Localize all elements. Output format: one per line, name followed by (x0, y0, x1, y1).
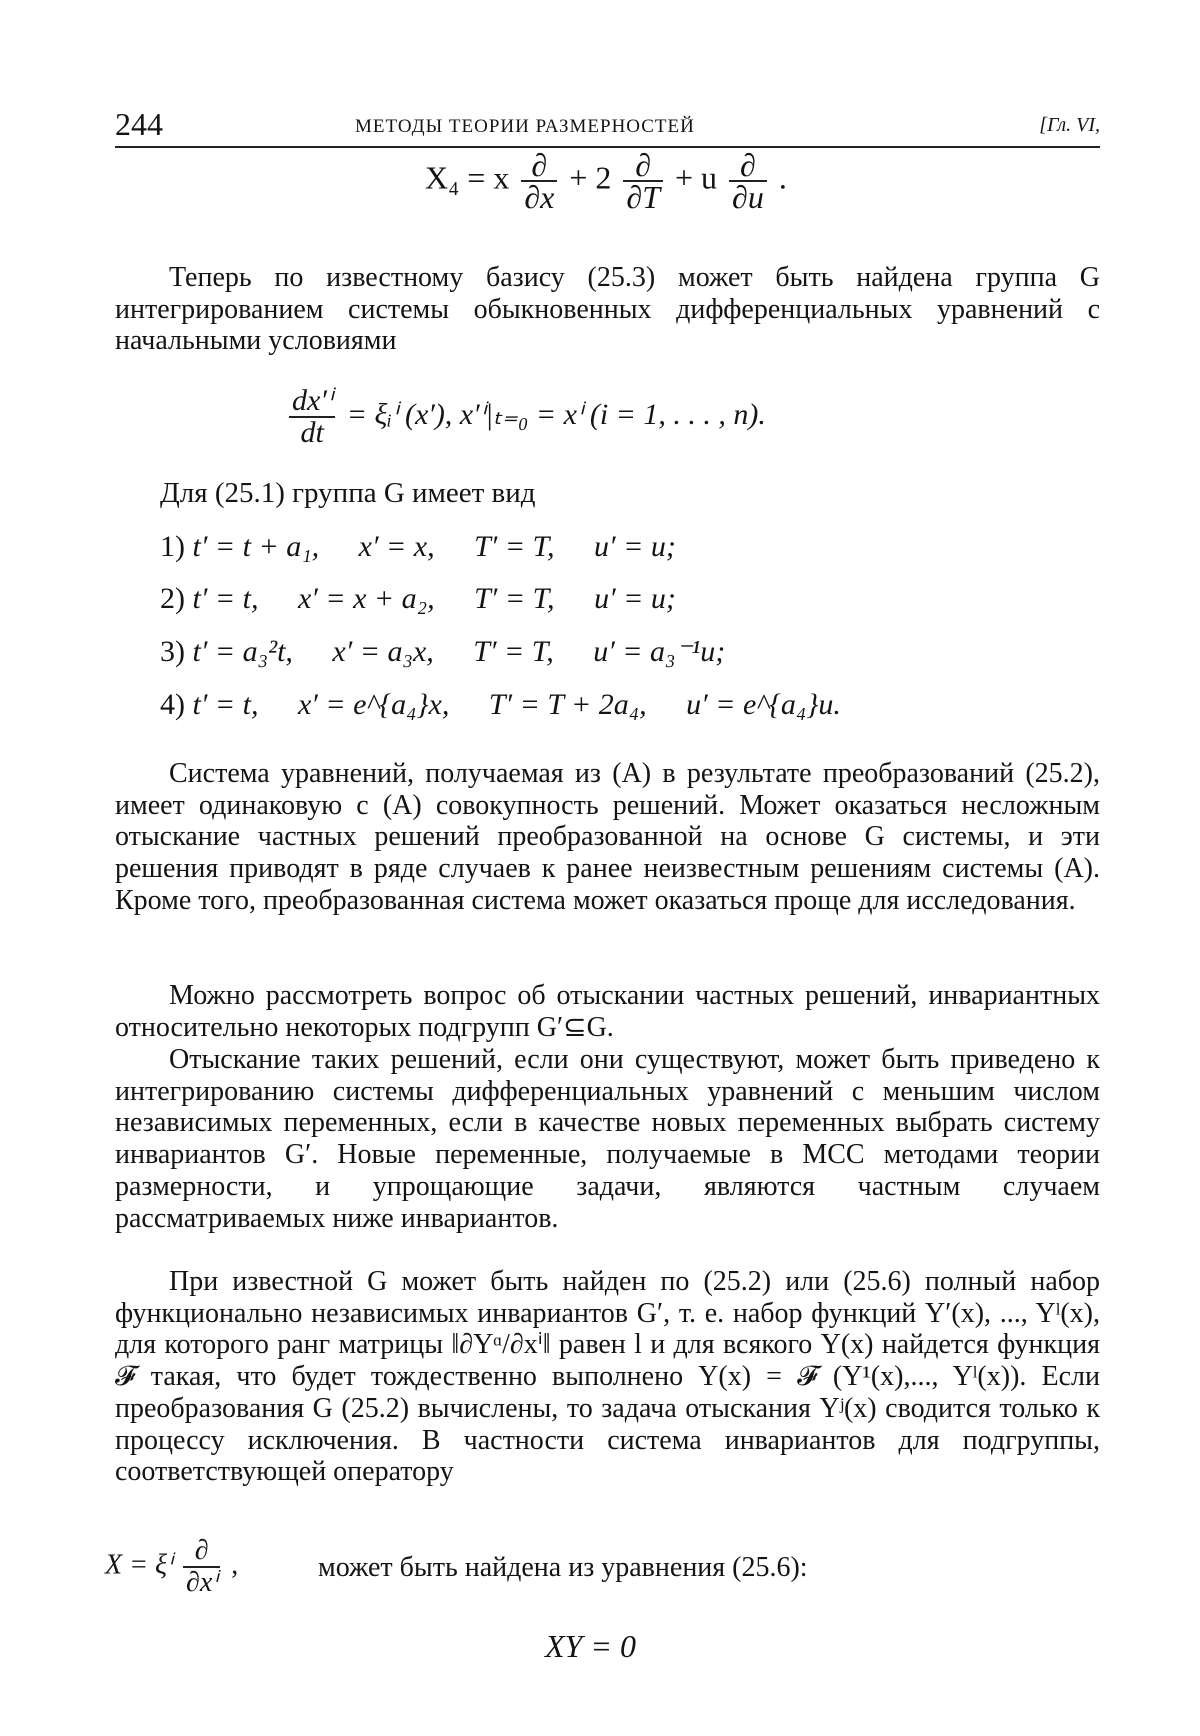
group-item-3 (160, 634, 725, 669)
formula-x4-lhs: X₄ = x (425, 159, 510, 196)
item-number: 2) (160, 582, 185, 615)
group-item-1 (160, 530, 676, 564)
item-eq-u: u′ = e^{a₄}u. (686, 688, 841, 721)
item-number: 1) (160, 530, 185, 563)
fraction-denominator: ∂xⁱ (186, 1567, 218, 1598)
item-eq-t: t′ = t + a₁, (192, 530, 320, 563)
group-item-2 (160, 582, 676, 616)
operator-text (318, 1552, 808, 1584)
running-title: МЕТОДЫ ТЕОРИИ РАЗМЕРНОСТЕЙ (355, 116, 695, 137)
formula-final (545, 1628, 636, 1665)
item-eq-x: x′ = x, (358, 530, 435, 563)
paragraph-basis: Теперь по известному базису (25.3) может быть найдена группа G интегрированием системы обыкновенных дифференциальных уравнений с начальными условиями (115, 262, 1100, 357)
formula-final-content: XY = 0 (545, 1628, 636, 1664)
fraction-denominator: dt (300, 416, 324, 449)
item-number: 3) (160, 635, 185, 668)
item-eq-T: T′ = T, (474, 582, 555, 615)
fraction-denominator: ∂x (524, 179, 555, 215)
item-eq-u: u′ = a₃⁻¹u; (593, 635, 726, 668)
paragraph-subgroups: Можно рассмотреть вопрос об отыскании частных решений, инвариантных относительно некоторых подгрупп G′⊆G. (115, 980, 1100, 1043)
item-eq-t: t′ = t, (192, 582, 259, 615)
formula-ode-system (285, 386, 766, 448)
item-eq-T: T′ = T, (473, 635, 554, 668)
fraction-numerator: dx′ⁱ (289, 386, 335, 418)
item-eq-x: x′ = a₃x, (332, 635, 434, 668)
group-item-4 (160, 688, 841, 722)
item-eq-u: u′ = u; (594, 530, 676, 563)
chapter-reference: [Гл. VI, (1039, 114, 1100, 136)
formula-x4-plus: + 2 (569, 159, 612, 196)
fraction-numerator: ∂ (729, 150, 767, 182)
formula-operator-lhs: X = ξⁱ (105, 1549, 172, 1581)
item-eq-u: u′ = u; (594, 582, 676, 615)
item-eq-x: x′ = e^{a₄}x, (297, 688, 450, 721)
formula-x4 (425, 147, 787, 215)
item-eq-T: T′ = T + 2a₄, (488, 688, 647, 721)
fraction-dx-dt (289, 386, 335, 448)
formula-operator (105, 1536, 238, 1598)
fraction-numerator: ∂ (521, 150, 557, 182)
fraction-numerator: ∂ (183, 1536, 220, 1568)
item-eq-T: T′ = T, (474, 530, 555, 563)
page-number: 244 (115, 106, 163, 142)
fraction-numerator: ∂ (623, 150, 663, 182)
fraction-d-dxi (183, 1536, 220, 1598)
header-rule (115, 146, 1100, 148)
paragraph-invariant-solutions: Отыскание таких решений, если они существуют, может быть приведено к интегрированию системы дифференциальных уравнений с меньшим числом независимых переменных, если в качестве новых переменных выбрать систему инвариантов G′. Новые переменные, получаемые в МСС методами теории размерности, и упрощающие задачи, являются частным случаем рассматриваемых ниже инвариантов. (115, 1044, 1100, 1234)
fraction-d-du (729, 147, 767, 215)
formula-x4-end: . (778, 159, 787, 196)
paragraph-invariants-set: При известной G может быть найден по (25.2) или (25.6) полный набор функционально независимых инвариантов G′, т. е. набор функций Y′(x), ..., Yˡ(x), для которого ранг матрицы ‖∂Yᵅ/∂xⁱ‖ равен l и для всякого Y(x) найдется функция 𝓕 такая, что будет тождественно выполнено Y(x) = 𝓕 (Y¹(x),..., Yˡ(x)). Если преобразования G (25.2) вычислены, то задача отыскания Yʲ(x) сводится только к процессу исключения. В частности система инвариантов для подгруппы, соответствующей оператору (115, 1266, 1100, 1488)
list-intro: Для (25.1) группа G имеет вид (160, 477, 536, 509)
fraction-denominator: ∂u (732, 179, 764, 215)
formula-ode-rhs: = ξᵢⁱ (x′), x′ⁱ|ₜ₌₀ = xⁱ (i = 1, . . . , n). (346, 397, 766, 431)
item-number: 4) (160, 688, 185, 721)
item-eq-t: t′ = t, (192, 688, 259, 721)
fraction-denominator: ∂T (626, 179, 660, 215)
running-head (115, 106, 1100, 146)
item-eq-t: t′ = a₃²t, (192, 635, 293, 668)
operator-text-content: может быть найдена из уравнения (25.6): (318, 1552, 808, 1583)
formula-x4-plus-u: + u (674, 159, 718, 196)
fraction-d-dT (623, 147, 663, 215)
fraction-d-dx (521, 147, 557, 215)
item-eq-x: x′ = x + a₂, (297, 582, 435, 615)
paragraph-transformed-system: Система уравнений, получаемая из (A) в результате преобразований (25.2), имеет одинаковую с (A) совокупность решений. Может оказаться несложным отыскание частных решений преобразованной на основе G системы, и эти решения приводят в ряде случаев к ранее неизвестным решениям системы (A). Кроме того, преобразованная система может оказаться проще для исследования. (115, 758, 1100, 916)
formula-operator-comma: , (231, 1549, 239, 1581)
